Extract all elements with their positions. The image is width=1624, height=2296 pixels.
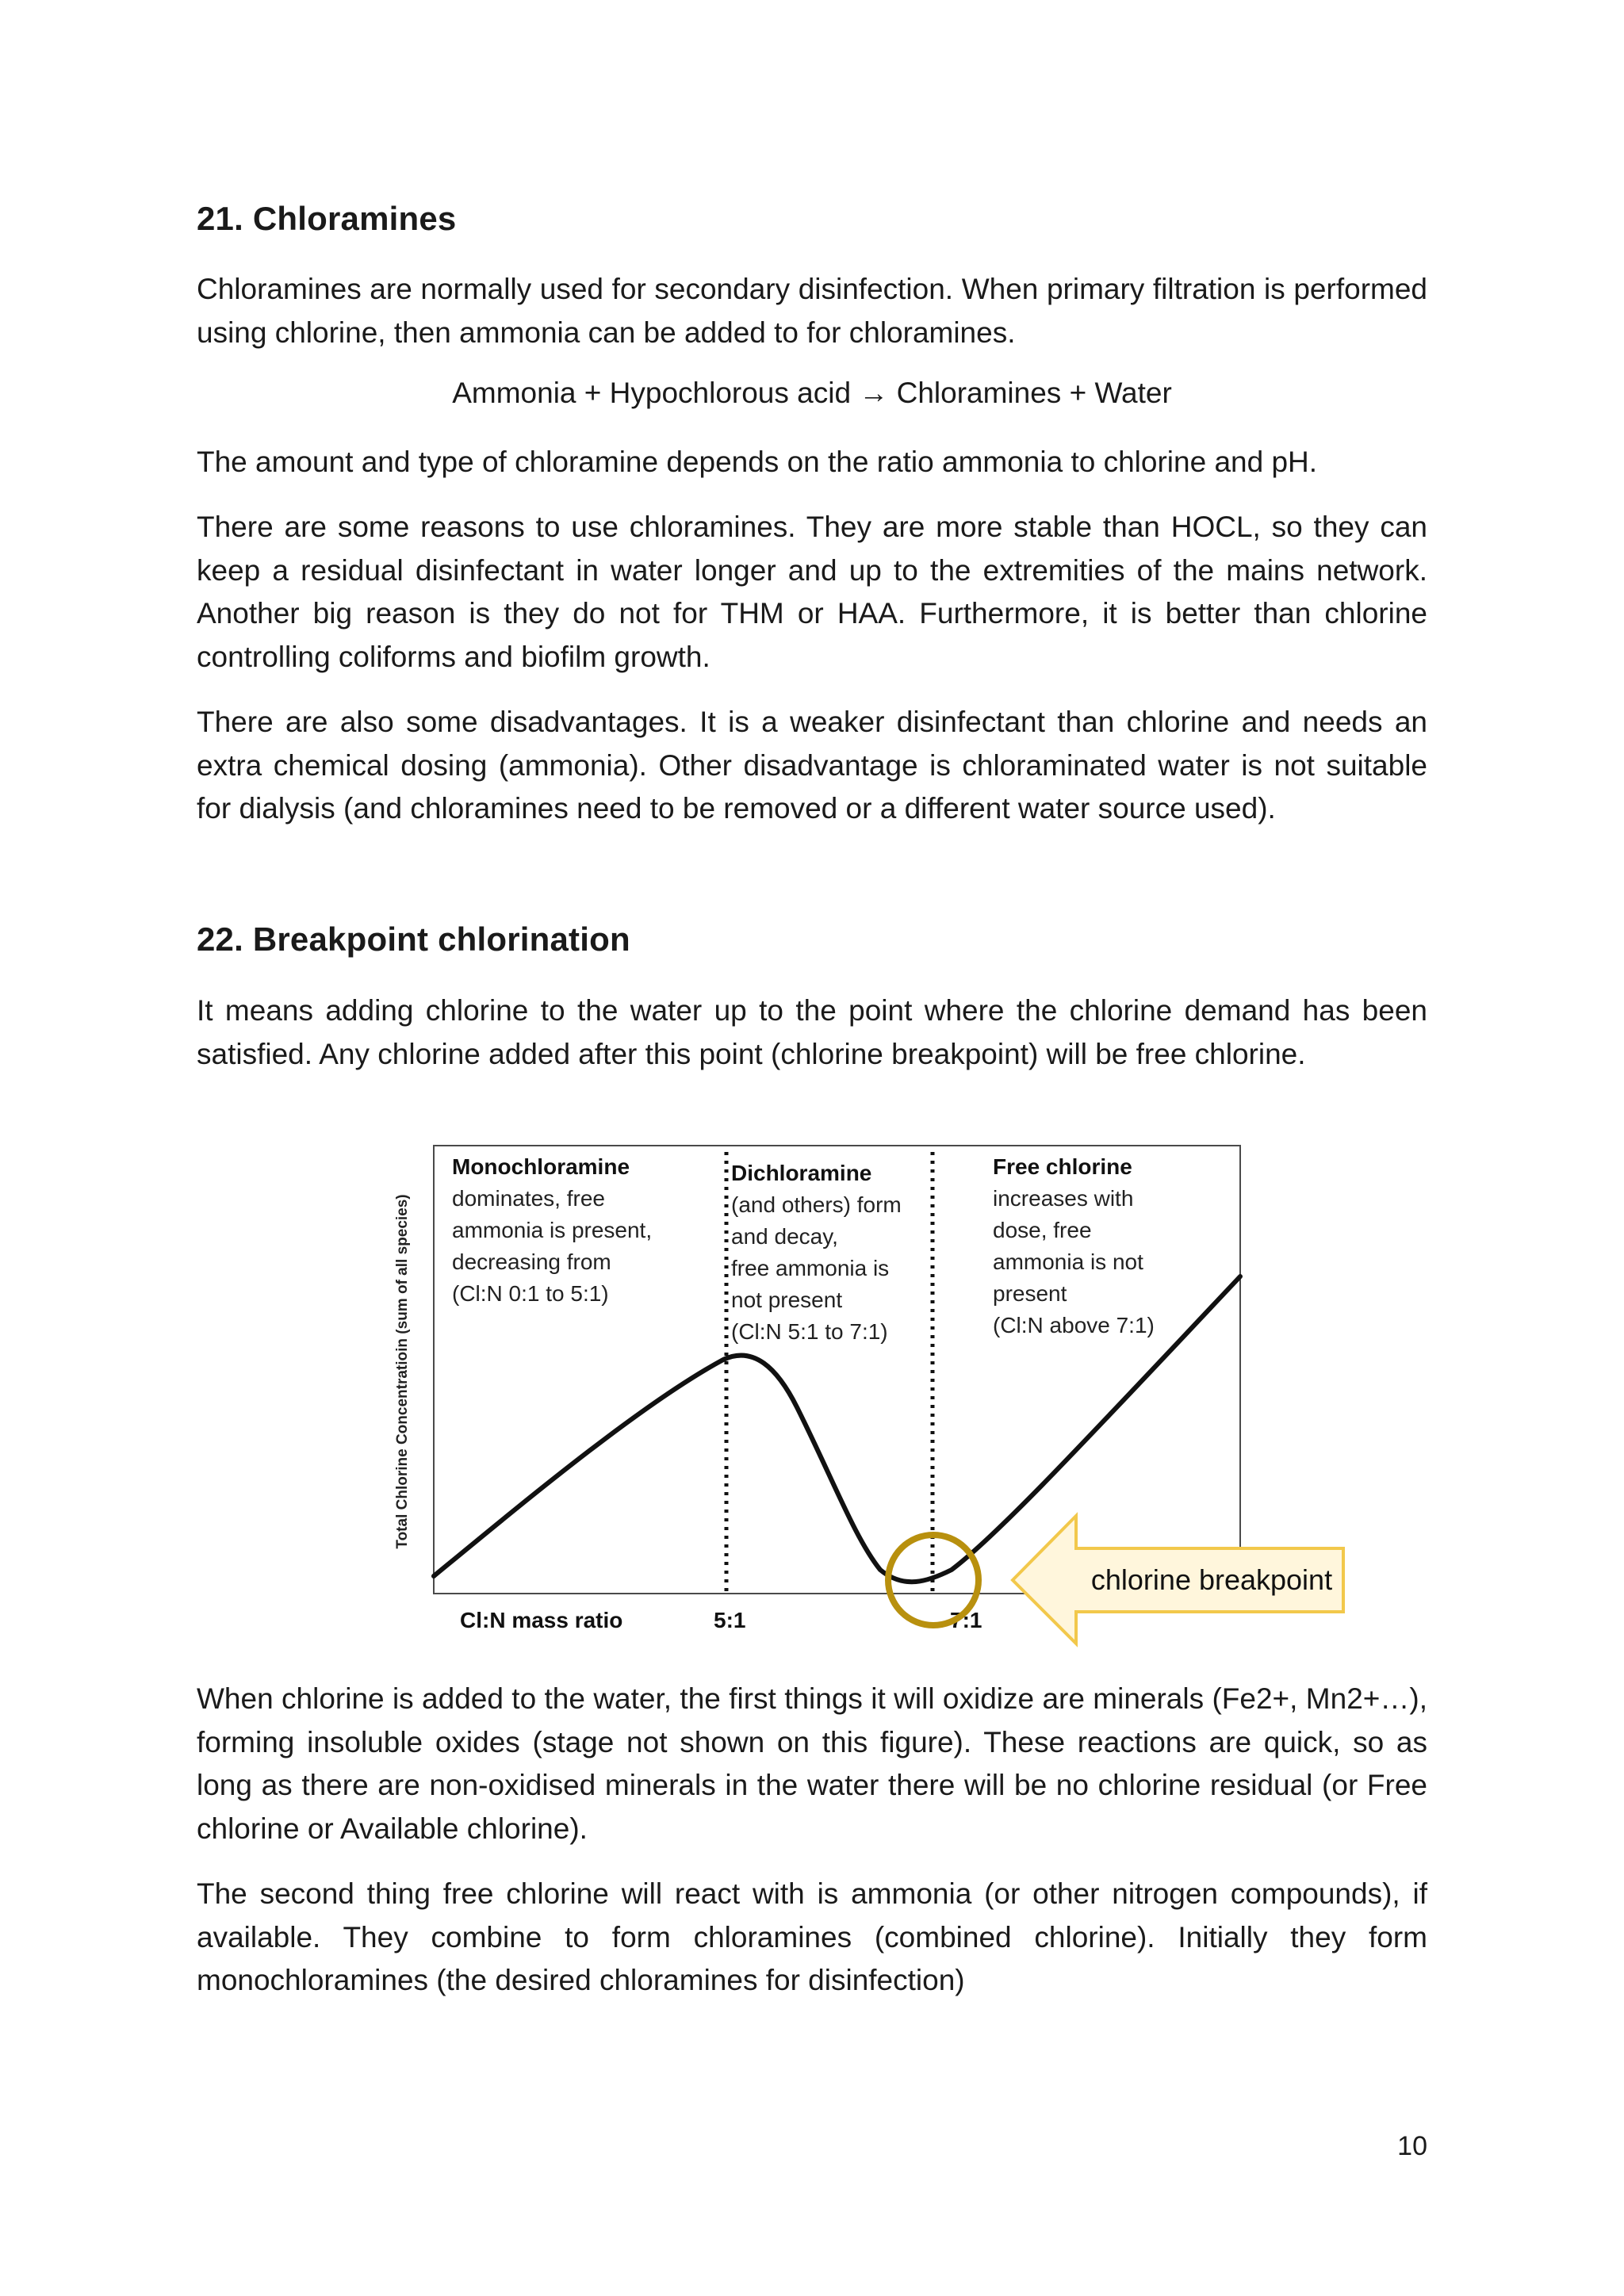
zone1-line: ammonia is present, [452, 1218, 653, 1242]
zone3-line: ammonia is not [993, 1249, 1143, 1274]
zone3-line: present [993, 1281, 1067, 1306]
zone3-line: dose, free [993, 1218, 1092, 1242]
zone1-line: decreasing from [452, 1249, 611, 1274]
section-22-paragraph-2: When chlorine is added to the water, the first things it will oxidize are minerals (Fe2+, Mn2+…), forming insoluble oxides (stage not shown on this figure). These reactions are quick, so as long as there are non-oxidised minerals in the water there will be no chlorine residual (or Free chlorine or Available chlorine). [197, 1682, 1427, 1845]
x-tick-5-1: 5:1 [714, 1608, 746, 1632]
x-axis-label: Cl:N mass ratio [460, 1608, 623, 1632]
section-21-paragraph-1: Chloramines are normally used for secondary disinfection. When primary filtration is performed using chlorine, then ammonia can be added to for chloramines. [197, 273, 1427, 349]
zone3-title: Free chlorine [993, 1154, 1132, 1179]
section-21-heading: 21. Chloramines [197, 200, 457, 237]
page-number: 10 [1397, 2131, 1427, 2161]
x-tick-7-1: 7:1 [950, 1608, 982, 1632]
reaction-equation: Ammonia + Hypochlorous acid → Chloramines + Water [452, 377, 1172, 409]
zone2-line: (and others) form [731, 1192, 902, 1217]
zone2-line: (Cl:N 5:1 to 7:1) [731, 1319, 888, 1344]
zone1-title: Monochloramine [452, 1154, 630, 1179]
zone2-line: free ammonia is [731, 1256, 890, 1280]
section-21-paragraph-3: There are some reasons to use chloramines. They are more stable than HOCL, so they can keep a residual disinfectant in water longer and up to the extremities of the mains network. Another big reason is they do not for THM or HAA. Furthermore, it is better than chlorine controlling coliforms and biofilm growth. [197, 511, 1427, 673]
breakpoint-chlorination-figure [381, 1130, 1364, 1653]
zone2-description [731, 1192, 908, 1344]
zone2-title: Dichloramine [731, 1161, 872, 1185]
zone2-line: not present [731, 1288, 843, 1312]
zone3-description [993, 1186, 1155, 1337]
breakpoint-callout-label: chlorine breakpoint [1090, 1563, 1333, 1596]
zone1-line: (Cl:N 0:1 to 5:1) [452, 1281, 609, 1306]
zone3-line: increases with [993, 1186, 1134, 1211]
section-22-paragraph-1: It means adding chlorine to the water up to the point where the chlorine demand has been satisfied. Any chlorine added after this point (chlorine breakpoint) will be free chlorine. [197, 994, 1427, 1070]
section-21-paragraph-4: There are also some disadvantages. It is a weaker disinfectant than chlorine and needs an extra chemical dosing (ammonia). Other disadvantage is chloraminated water is not suitable for dialysis (and chloramines need to be removed or a different water source used). [197, 706, 1427, 825]
section-22-heading: 22. Breakpoint chlorination [197, 920, 630, 958]
section-22-paragraph-3: The second thing free chlorine will react with is ammonia (or other nitrogen compounds), if available. They combine to form chloramines (combined chlorine). Initially they form monochloramines (the desired chloramines for disinfection) [197, 1877, 1427, 1996]
zone3-line: (Cl:N above 7:1) [993, 1313, 1155, 1337]
zone1-line: dominates, free [452, 1186, 605, 1211]
zone2-line: and decay, [731, 1224, 838, 1249]
section-21-paragraph-2: The amount and type of chloramine depends on the ratio ammonia to chlorine and pH. [197, 446, 1318, 478]
y-axis-label: Total Chlorine Concentratioin (sum of all species) [394, 1194, 411, 1549]
